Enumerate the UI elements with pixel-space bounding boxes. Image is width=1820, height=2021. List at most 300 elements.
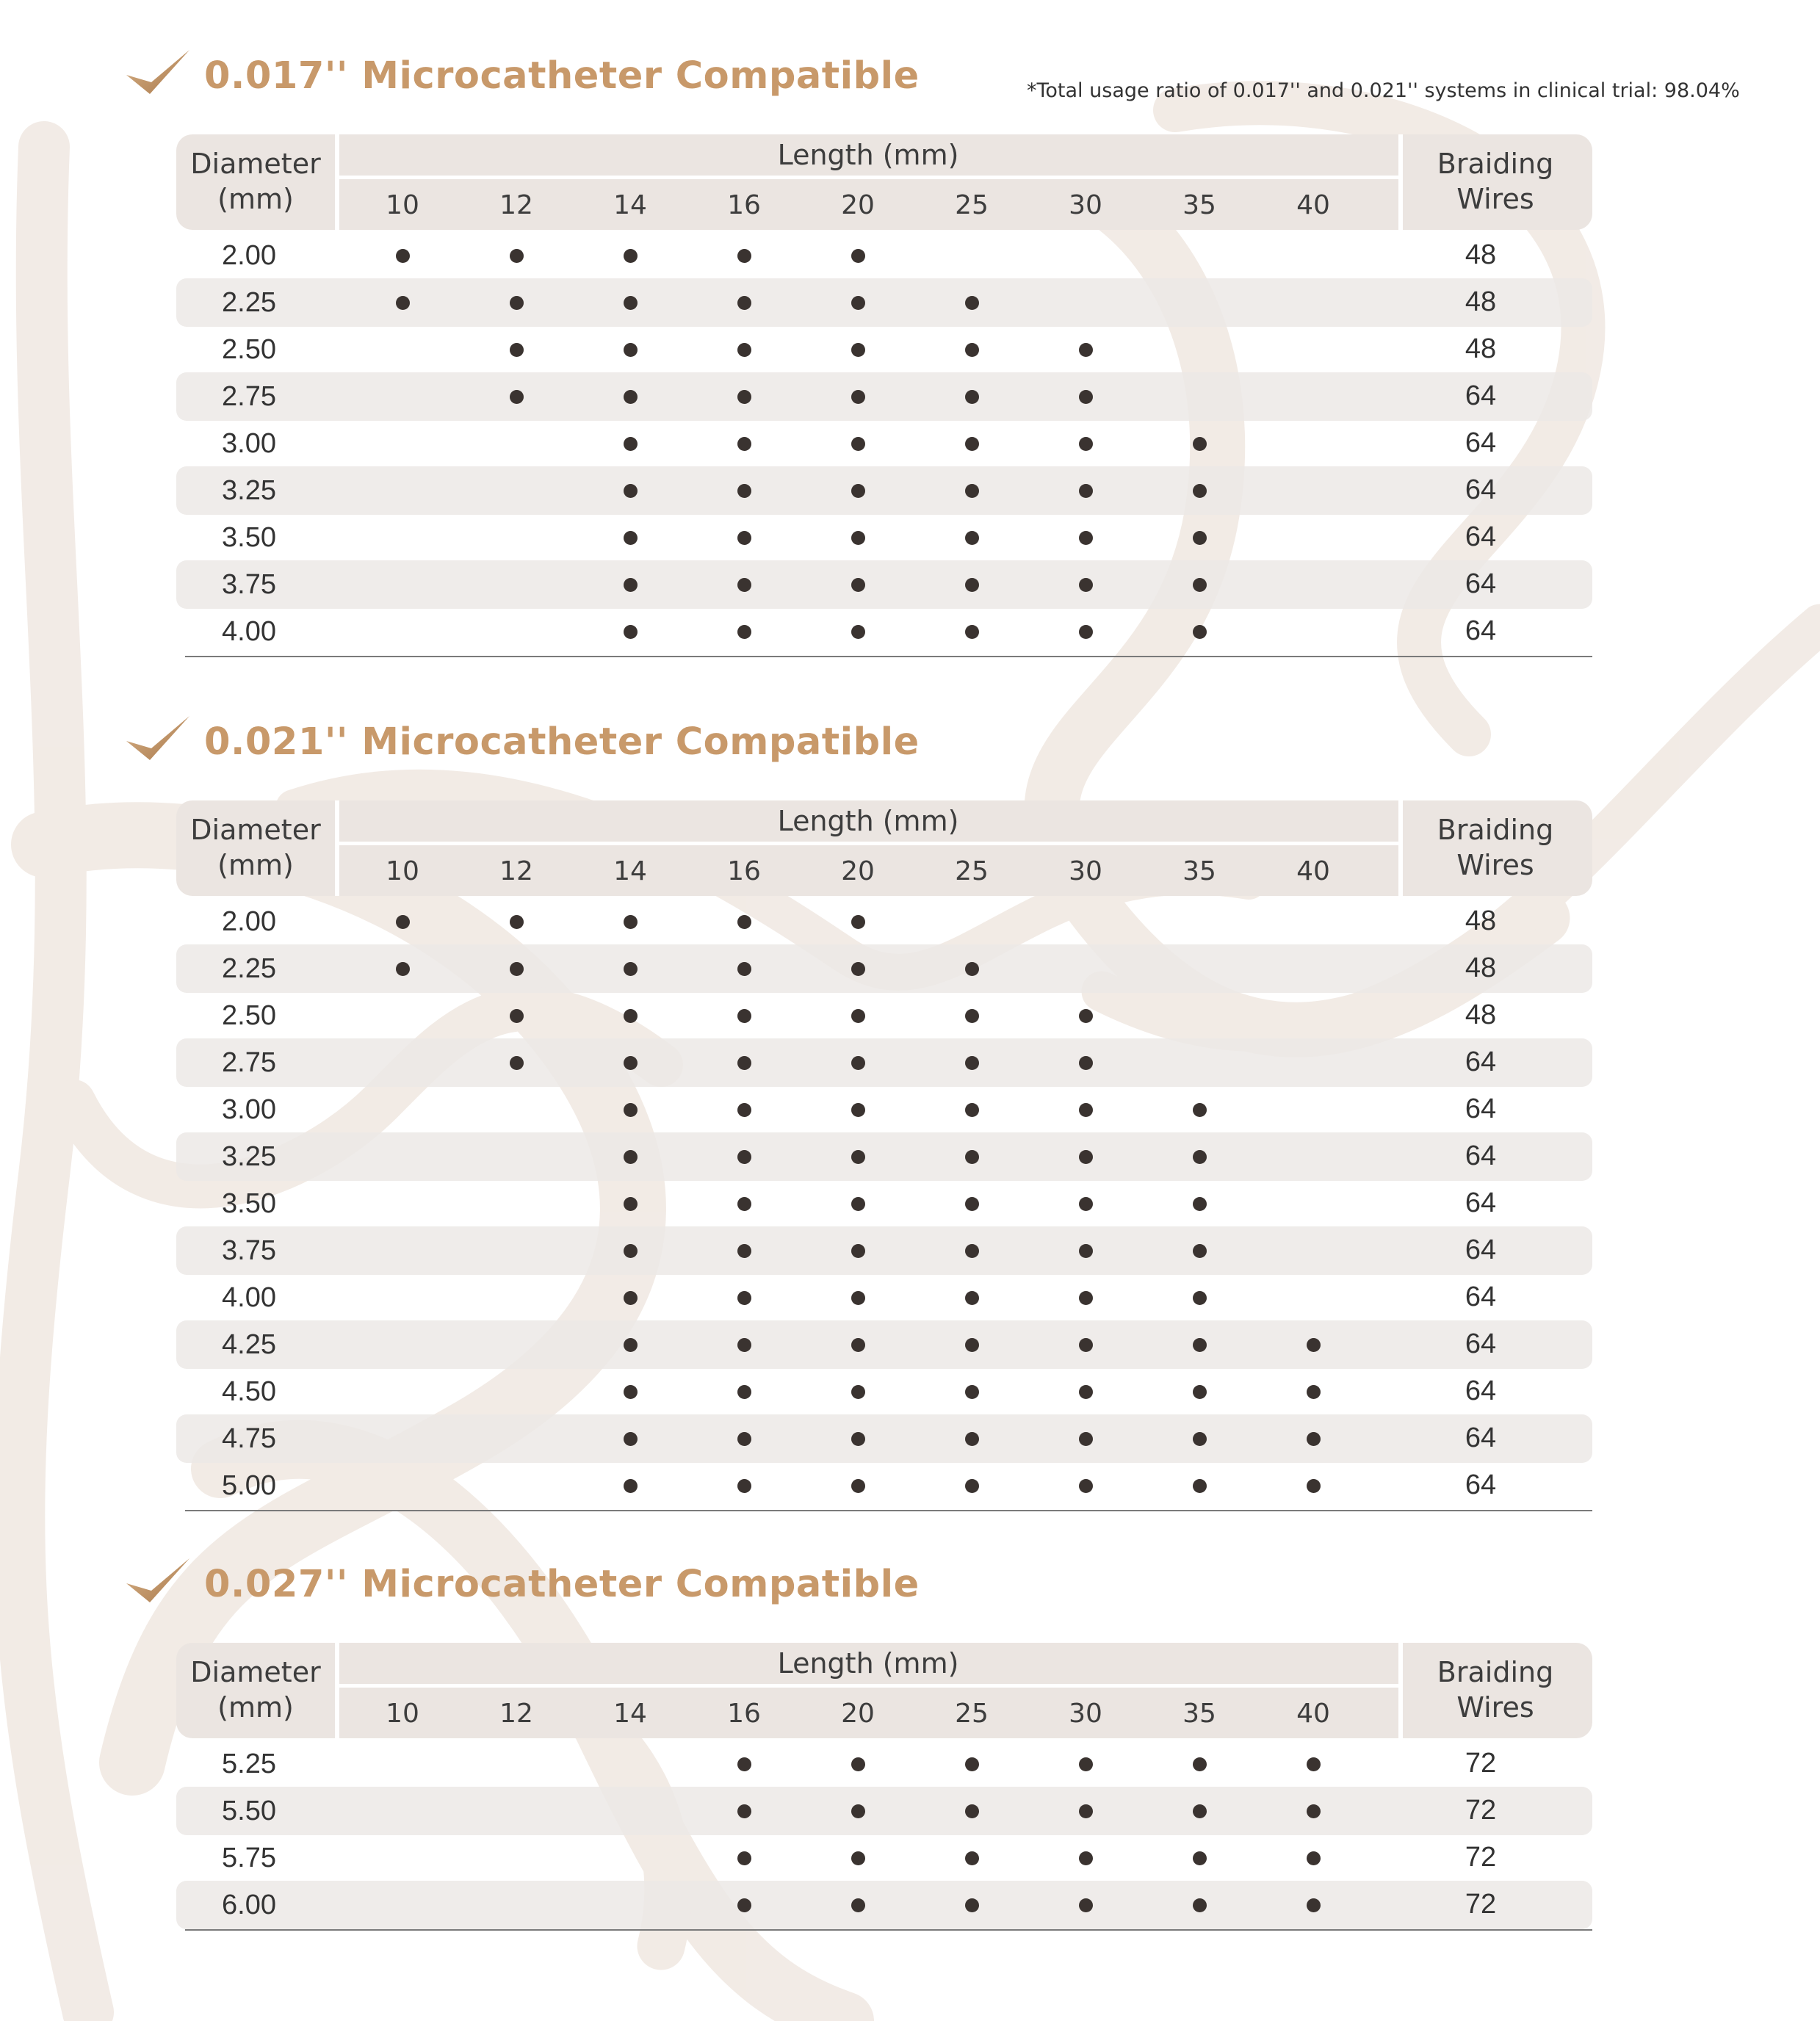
length-column-12: 12 — [499, 856, 533, 886]
table-row — [176, 372, 1592, 421]
length-column-40: 40 — [1296, 856, 1330, 886]
availability-dot-14 — [624, 437, 638, 451]
availability-dot-35 — [1193, 1338, 1207, 1352]
length-column-40: 40 — [1296, 1699, 1330, 1729]
availability-dot-10 — [396, 296, 410, 310]
availability-dot-20 — [851, 390, 865, 404]
availability-dot-20 — [851, 1291, 865, 1305]
availability-dot-16 — [737, 1150, 751, 1164]
diameter-value: 2.50 — [222, 334, 276, 365]
availability-dot-35 — [1193, 1851, 1207, 1865]
section-title: 0.021'' Microcatheter Compatible — [204, 720, 920, 764]
availability-dot-30 — [1079, 1291, 1093, 1305]
diameter-value: 2.25 — [222, 953, 276, 984]
availability-dot-12 — [510, 249, 524, 263]
availability-dot-20 — [851, 484, 865, 498]
availability-dot-30 — [1079, 343, 1093, 357]
availability-dot-20 — [851, 1385, 865, 1399]
braiding-wires-value: 48 — [1465, 286, 1497, 317]
diameter-header — [182, 812, 329, 883]
availability-dot-16 — [737, 437, 751, 451]
availability-dot-30 — [1079, 1385, 1093, 1399]
diameter-header-line: Diameter — [190, 814, 321, 846]
availability-dot-14 — [624, 1244, 638, 1258]
length-column-10: 10 — [386, 190, 419, 220]
availability-dot-25 — [965, 531, 979, 545]
diameter-header — [182, 1655, 329, 1725]
braiding-wires-value: 64 — [1465, 1234, 1497, 1265]
braiding-wires-value: 72 — [1465, 1748, 1497, 1779]
table-row — [176, 466, 1592, 515]
availability-dot-10 — [396, 249, 410, 263]
header-divider — [339, 1684, 1398, 1688]
availability-dot-25 — [965, 1479, 979, 1493]
braiding-wires-header-line: Wires — [1456, 183, 1534, 215]
braiding-wires-value: 72 — [1465, 1889, 1497, 1920]
table-row — [176, 1226, 1592, 1275]
availability-dot-40 — [1307, 1804, 1321, 1818]
braiding-wires-header-line: Wires — [1456, 1691, 1534, 1724]
availability-dot-25 — [965, 1898, 979, 1912]
length-column-40: 40 — [1296, 190, 1330, 220]
availability-dot-14 — [624, 962, 638, 976]
diameter-header-line: Diameter — [190, 148, 321, 180]
table-row — [176, 1320, 1592, 1369]
availability-dot-30 — [1079, 1056, 1093, 1070]
availability-dot-12 — [510, 1009, 524, 1023]
table-row — [176, 325, 1592, 374]
table-row — [176, 278, 1592, 327]
header-divider — [339, 842, 1398, 845]
availability-dot-30 — [1079, 1804, 1093, 1818]
length-column-14: 14 — [613, 190, 647, 220]
availability-dot-35 — [1193, 484, 1207, 498]
braiding-wires-value: 72 — [1465, 1842, 1497, 1873]
length-column-14: 14 — [613, 1699, 647, 1729]
availability-dot-25 — [965, 1804, 979, 1818]
availability-dot-20 — [851, 249, 865, 263]
braiding-wires-value: 48 — [1465, 952, 1497, 983]
section-header — [125, 1551, 1814, 1624]
table-row — [176, 513, 1592, 562]
availability-dot-40 — [1307, 1479, 1321, 1493]
availability-dot-14 — [624, 1009, 638, 1023]
diameter-value: 5.00 — [222, 1470, 276, 1501]
availability-dot-16 — [737, 531, 751, 545]
availability-dot-35 — [1193, 1150, 1207, 1164]
availability-dot-14 — [624, 1150, 638, 1164]
braiding-wires-value: 64 — [1465, 427, 1497, 458]
availability-dot-35 — [1193, 1804, 1207, 1818]
availability-dot-25 — [965, 1056, 979, 1070]
availability-dot-30 — [1079, 1244, 1093, 1258]
section-title: 0.027'' Microcatheter Compatible — [204, 1563, 920, 1606]
availability-dot-30 — [1079, 1103, 1093, 1117]
braiding-wires-header-line: Braiding — [1437, 1656, 1554, 1688]
availability-dot-14 — [624, 531, 638, 545]
availability-dot-20 — [851, 343, 865, 357]
availability-dot-25 — [965, 1432, 979, 1446]
diameter-value: 4.25 — [222, 1329, 276, 1360]
braiding-wires-header — [1422, 146, 1569, 217]
availability-dot-12 — [510, 296, 524, 310]
braiding-wires-header-line: Wires — [1456, 849, 1534, 881]
diameter-value: 5.25 — [222, 1749, 276, 1779]
table-row — [176, 991, 1592, 1040]
length-column-12: 12 — [499, 190, 533, 220]
availability-dot-35 — [1193, 1385, 1207, 1399]
availability-dot-10 — [396, 915, 410, 929]
braiding-wires-header — [1422, 1655, 1569, 1725]
availability-dot-14 — [624, 1338, 638, 1352]
availability-dot-16 — [737, 625, 751, 639]
availability-dot-25 — [965, 578, 979, 592]
braiding-wires-value: 64 — [1465, 1422, 1497, 1453]
length-header: Length (mm) — [777, 805, 959, 837]
braiding-wires-value: 64 — [1465, 1046, 1497, 1077]
availability-dot-30 — [1079, 1898, 1093, 1912]
availability-dot-35 — [1193, 1291, 1207, 1305]
table-row — [176, 1132, 1592, 1181]
availability-dot-25 — [965, 962, 979, 976]
diameter-header-line: (mm) — [217, 849, 294, 881]
diameter-header-line: (mm) — [217, 183, 294, 215]
header-divider — [1398, 800, 1403, 896]
braiding-wires-value: 48 — [1465, 999, 1497, 1030]
section-title: 0.017'' Microcatheter Compatible — [204, 54, 920, 98]
table-row — [176, 1179, 1592, 1228]
diameter-value: 3.75 — [222, 569, 276, 600]
availability-dot-30 — [1079, 390, 1093, 404]
availability-dot-20 — [851, 1150, 865, 1164]
braiding-wires-value: 64 — [1465, 1328, 1497, 1359]
diameter-value: 2.75 — [222, 1047, 276, 1078]
length-column-14: 14 — [613, 856, 647, 886]
table-row — [176, 1740, 1592, 1788]
length-column-30: 30 — [1069, 190, 1102, 220]
table-bottom-rule — [185, 1929, 1592, 1931]
availability-dot-16 — [737, 296, 751, 310]
availability-dot-35 — [1193, 1432, 1207, 1446]
diameter-value: 2.00 — [222, 906, 276, 937]
availability-dot-30 — [1079, 1757, 1093, 1771]
availability-dot-20 — [851, 1338, 865, 1352]
table-row — [176, 944, 1592, 993]
diameter-value: 3.50 — [222, 1188, 276, 1219]
braiding-wires-value: 64 — [1465, 1375, 1497, 1406]
diameter-value: 5.75 — [222, 1843, 276, 1873]
availability-dot-16 — [737, 915, 751, 929]
availability-dot-30 — [1079, 437, 1093, 451]
availability-dot-35 — [1193, 578, 1207, 592]
availability-dot-30 — [1079, 1150, 1093, 1164]
availability-dot-14 — [624, 578, 638, 592]
availability-dot-14 — [624, 1056, 638, 1070]
availability-dot-35 — [1193, 1898, 1207, 1912]
availability-dot-12 — [510, 390, 524, 404]
diameter-value: 6.00 — [222, 1890, 276, 1920]
braiding-wires-value: 48 — [1465, 239, 1497, 270]
length-column-25: 25 — [955, 1699, 989, 1729]
table-row — [176, 1414, 1592, 1463]
availability-dot-40 — [1307, 1385, 1321, 1399]
availability-dot-30 — [1079, 1197, 1093, 1211]
availability-dot-16 — [737, 1244, 751, 1258]
availability-dot-20 — [851, 1804, 865, 1818]
braiding-wires-value: 64 — [1465, 615, 1497, 646]
availability-dot-20 — [851, 625, 865, 639]
availability-dot-35 — [1193, 1103, 1207, 1117]
availability-dot-14 — [624, 915, 638, 929]
table-row — [176, 1834, 1592, 1882]
availability-dot-16 — [737, 249, 751, 263]
availability-dot-20 — [851, 296, 865, 310]
availability-dot-35 — [1193, 1197, 1207, 1211]
availability-dot-16 — [737, 1009, 751, 1023]
table-row — [176, 1367, 1592, 1416]
length-column-12: 12 — [499, 1699, 533, 1729]
braiding-wires-header-line: Braiding — [1437, 148, 1554, 180]
availability-dot-30 — [1079, 531, 1093, 545]
diameter-value: 3.00 — [222, 428, 276, 459]
availability-dot-14 — [624, 1197, 638, 1211]
availability-dot-25 — [965, 1757, 979, 1771]
availability-dot-25 — [965, 625, 979, 639]
availability-dot-12 — [510, 1056, 524, 1070]
braiding-wires-value: 64 — [1465, 380, 1497, 411]
availability-dot-12 — [510, 343, 524, 357]
availability-dot-20 — [851, 1757, 865, 1771]
length-column-16: 16 — [727, 190, 761, 220]
availability-dot-16 — [737, 578, 751, 592]
availability-dot-16 — [737, 1757, 751, 1771]
availability-dot-16 — [737, 1103, 751, 1117]
diameter-value: 2.25 — [222, 287, 276, 318]
availability-dot-30 — [1079, 578, 1093, 592]
availability-dot-14 — [624, 625, 638, 639]
availability-dot-20 — [851, 1432, 865, 1446]
table-row — [176, 897, 1592, 946]
checkmark-icon — [125, 1551, 198, 1610]
availability-dot-25 — [965, 390, 979, 404]
length-column-35: 35 — [1182, 190, 1216, 220]
availability-dot-16 — [737, 390, 751, 404]
availability-dot-25 — [965, 1009, 979, 1023]
braiding-wires-header — [1422, 812, 1569, 883]
table-row — [176, 1273, 1592, 1322]
availability-dot-16 — [737, 1291, 751, 1305]
availability-dot-35 — [1193, 1244, 1207, 1258]
table-row — [176, 607, 1592, 656]
table-bottom-rule — [185, 656, 1592, 657]
table-row — [176, 1461, 1592, 1510]
braiding-wires-header-line: Braiding — [1437, 814, 1554, 846]
availability-dot-20 — [851, 1056, 865, 1070]
availability-dot-20 — [851, 1197, 865, 1211]
availability-dot-30 — [1079, 625, 1093, 639]
availability-dot-14 — [624, 1103, 638, 1117]
availability-dot-12 — [510, 962, 524, 976]
diameter-value: 4.00 — [222, 1282, 276, 1313]
availability-dot-40 — [1307, 1338, 1321, 1352]
braiding-wires-value: 64 — [1465, 1093, 1497, 1124]
length-column-35: 35 — [1182, 856, 1216, 886]
availability-dot-35 — [1193, 1757, 1207, 1771]
availability-dot-20 — [851, 437, 865, 451]
availability-dot-16 — [737, 962, 751, 976]
availability-dot-40 — [1307, 1851, 1321, 1865]
length-column-10: 10 — [386, 1699, 419, 1729]
availability-dot-14 — [624, 1385, 638, 1399]
availability-dot-30 — [1079, 1009, 1093, 1023]
availability-dot-25 — [965, 1338, 979, 1352]
table-row — [176, 1787, 1592, 1835]
header-divider — [1398, 134, 1403, 230]
length-column-16: 16 — [727, 856, 761, 886]
diameter-value: 2.75 — [222, 381, 276, 412]
braiding-wires-value: 48 — [1465, 905, 1497, 936]
table-row — [176, 1085, 1592, 1134]
availability-dot-14 — [624, 484, 638, 498]
availability-dot-20 — [851, 1479, 865, 1493]
availability-dot-20 — [851, 1009, 865, 1023]
braiding-wires-value: 48 — [1465, 333, 1497, 364]
availability-dot-40 — [1307, 1757, 1321, 1771]
availability-dot-20 — [851, 1898, 865, 1912]
availability-dot-30 — [1079, 1338, 1093, 1352]
braiding-wires-value: 72 — [1465, 1795, 1497, 1826]
availability-dot-16 — [737, 1804, 751, 1818]
availability-dot-25 — [965, 1150, 979, 1164]
diameter-header-line: Diameter — [190, 1656, 321, 1688]
availability-dot-16 — [737, 1056, 751, 1070]
availability-dot-16 — [737, 1385, 751, 1399]
table-row — [176, 231, 1592, 280]
length-column-10: 10 — [386, 856, 419, 886]
diameter-value: 2.50 — [222, 1000, 276, 1031]
availability-dot-25 — [965, 1385, 979, 1399]
length-column-25: 25 — [955, 856, 989, 886]
length-column-30: 30 — [1069, 1699, 1102, 1729]
length-column-16: 16 — [727, 1699, 761, 1729]
availability-dot-25 — [965, 1244, 979, 1258]
availability-dot-25 — [965, 343, 979, 357]
availability-dot-14 — [624, 1432, 638, 1446]
checkmark-icon — [125, 709, 198, 767]
availability-dot-16 — [737, 1432, 751, 1446]
availability-dot-40 — [1307, 1432, 1321, 1446]
diameter-value: 3.50 — [222, 522, 276, 553]
availability-dot-14 — [624, 343, 638, 357]
length-header: Length (mm) — [777, 139, 959, 171]
availability-dot-12 — [510, 915, 524, 929]
availability-dot-25 — [965, 1103, 979, 1117]
availability-dot-35 — [1193, 1479, 1207, 1493]
table-row — [176, 1881, 1592, 1929]
clinical-trial-footnote: *Total usage ratio of 0.017'' and 0.021'' systems in clinical trial: 98.04% — [1027, 79, 1740, 102]
availability-dot-16 — [737, 1479, 751, 1493]
checkmark-icon — [125, 43, 198, 101]
availability-dot-25 — [965, 1197, 979, 1211]
availability-dot-25 — [965, 484, 979, 498]
availability-dot-35 — [1193, 625, 1207, 639]
diameter-value: 4.75 — [222, 1423, 276, 1454]
diameter-value: 3.25 — [222, 1141, 276, 1172]
braiding-wires-value: 64 — [1465, 1187, 1497, 1218]
availability-dot-40 — [1307, 1898, 1321, 1912]
availability-dot-14 — [624, 296, 638, 310]
braiding-wires-value: 64 — [1465, 521, 1497, 552]
braiding-wires-value: 64 — [1465, 1281, 1497, 1312]
availability-dot-35 — [1193, 531, 1207, 545]
availability-dot-20 — [851, 1851, 865, 1865]
length-column-20: 20 — [841, 856, 875, 886]
header-divider — [1398, 1643, 1403, 1738]
availability-dot-14 — [624, 1479, 638, 1493]
diameter-header — [182, 146, 329, 217]
availability-dot-30 — [1079, 1432, 1093, 1446]
availability-dot-30 — [1079, 1851, 1093, 1865]
availability-dot-20 — [851, 1244, 865, 1258]
availability-dot-14 — [624, 1291, 638, 1305]
availability-dot-16 — [737, 1197, 751, 1211]
length-column-35: 35 — [1182, 1699, 1216, 1729]
availability-dot-20 — [851, 578, 865, 592]
braiding-wires-value: 64 — [1465, 568, 1497, 599]
braiding-wires-value: 64 — [1465, 474, 1497, 505]
availability-dot-14 — [624, 249, 638, 263]
availability-dot-25 — [965, 1291, 979, 1305]
table-row — [176, 419, 1592, 468]
braiding-wires-value: 64 — [1465, 1140, 1497, 1171]
availability-dot-25 — [965, 437, 979, 451]
availability-dot-10 — [396, 962, 410, 976]
diameter-value: 2.00 — [222, 240, 276, 271]
header-divider — [339, 176, 1398, 179]
availability-dot-20 — [851, 915, 865, 929]
availability-dot-16 — [737, 1851, 751, 1865]
availability-dot-16 — [737, 1898, 751, 1912]
diameter-value: 4.50 — [222, 1376, 276, 1407]
availability-dot-25 — [965, 296, 979, 310]
availability-dot-25 — [965, 1851, 979, 1865]
table-row — [176, 560, 1592, 609]
availability-dot-35 — [1193, 437, 1207, 451]
diameter-header-line: (mm) — [217, 1691, 294, 1724]
length-column-25: 25 — [955, 190, 989, 220]
availability-dot-20 — [851, 962, 865, 976]
availability-dot-16 — [737, 484, 751, 498]
length-column-30: 30 — [1069, 856, 1102, 886]
availability-dot-16 — [737, 1338, 751, 1352]
table-bottom-rule — [185, 1510, 1592, 1511]
availability-dot-20 — [851, 531, 865, 545]
diameter-value: 4.00 — [222, 616, 276, 647]
availability-dot-30 — [1079, 1479, 1093, 1493]
section-header — [125, 43, 1814, 116]
availability-dot-20 — [851, 1103, 865, 1117]
diameter-value: 3.75 — [222, 1235, 276, 1266]
length-column-20: 20 — [841, 1699, 875, 1729]
diameter-value: 3.00 — [222, 1094, 276, 1125]
availability-dot-16 — [737, 343, 751, 357]
availability-dot-30 — [1079, 484, 1093, 498]
availability-dot-14 — [624, 390, 638, 404]
length-header: Length (mm) — [777, 1647, 959, 1680]
diameter-value: 3.25 — [222, 475, 276, 506]
length-column-20: 20 — [841, 190, 875, 220]
braiding-wires-value: 64 — [1465, 1469, 1497, 1500]
